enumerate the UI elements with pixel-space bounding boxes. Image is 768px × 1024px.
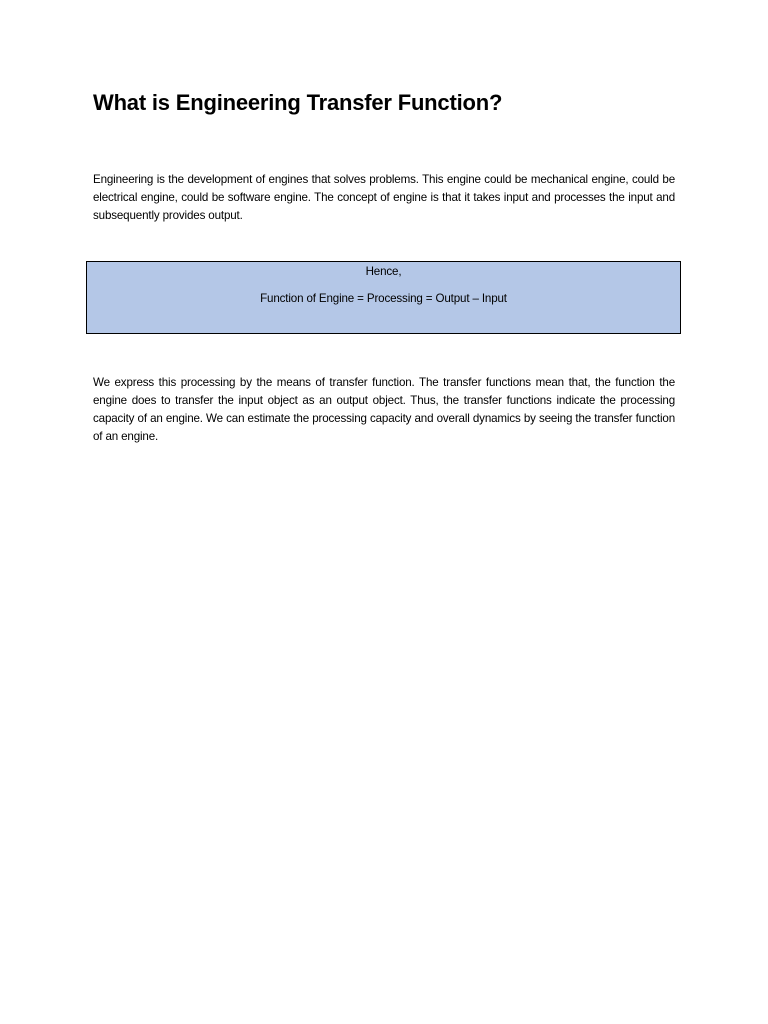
transfer-function-paragraph: We express this processing by the means of transfer function. The transfer functions mean that, the function the engine does to transfer the input object as an output object. Thus, the transfer functions indicate the processing capacity of an engine. We can estimate the processing capacity and overall dynamics by seeing the transfer function of an engine. — [93, 376, 675, 443]
callout-formula-text: Function of Engine = Processing = Output – Input — [260, 292, 507, 305]
intro-paragraph: Engineering is the development of engines that solves problems. This engine could be mechanical engine, could be electrical engine, could be software engine. The concept of engine is that it takes input and processes the input and subsequently provides output. — [93, 173, 675, 222]
formula-callout-box — [86, 261, 681, 334]
page-title: What is Engineering Transfer Function? — [93, 90, 503, 115]
callout-hence-text: Hence, — [365, 265, 402, 278]
